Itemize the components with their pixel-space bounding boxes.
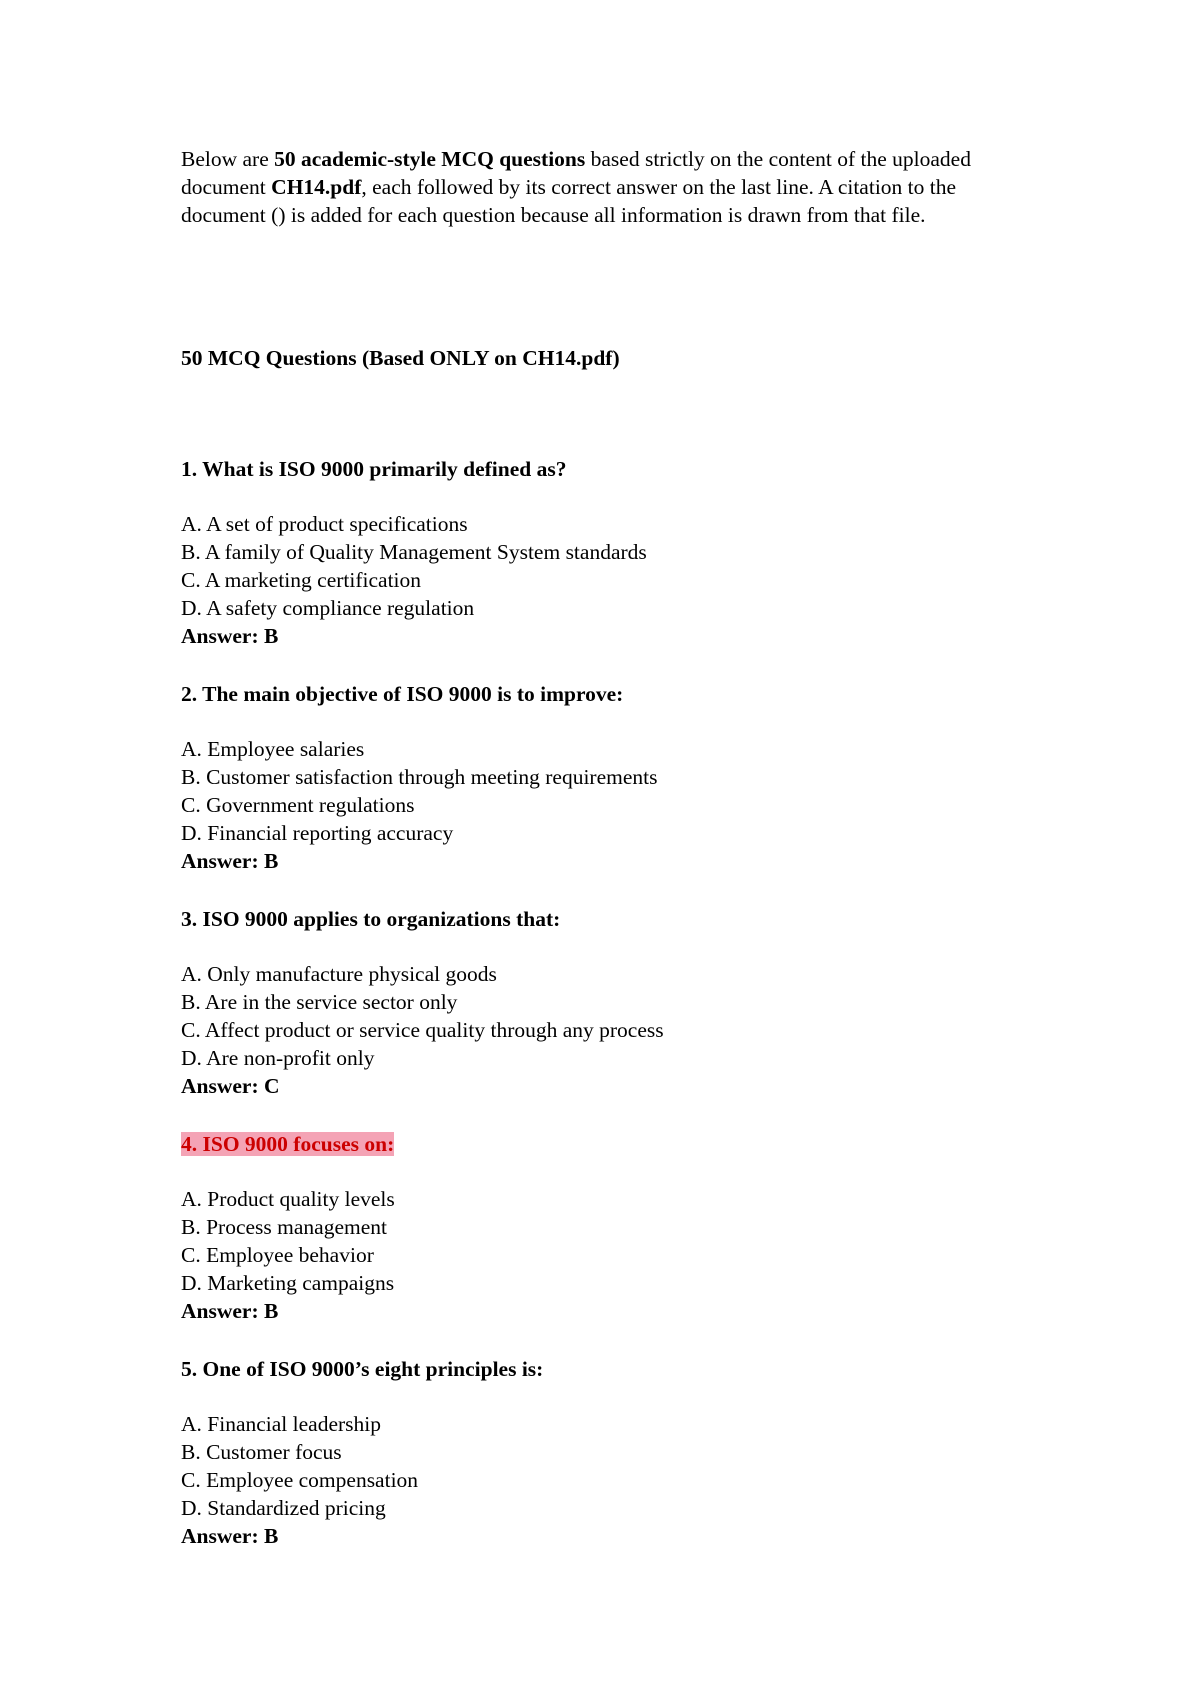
intro-text-3: , each followed by its correct answer on the last line. A citation to the document () is added for each question because all information is drawn from that file. (181, 175, 957, 227)
question-title-text: 2. The main objective of ISO 9000 is to improve: (181, 682, 624, 706)
intro-text-1: Below are (181, 147, 275, 171)
option-b: B. A family of Quality Management System standards (181, 540, 647, 564)
option-c: C. Affect product or service quality through any process (181, 1018, 664, 1042)
answer-line: Answer: B (181, 1524, 279, 1548)
option-c: C. Government regulations (181, 793, 415, 817)
intro-text-2: based strictly on the content of the uploaded document (181, 147, 971, 199)
question-title (181, 455, 1041, 483)
question-title (181, 1355, 1041, 1383)
option-d: D. Marketing campaigns (181, 1271, 395, 1295)
question-title-text: 5. One of ISO 9000’s eight principles is: (181, 1357, 544, 1381)
question-item (181, 680, 1041, 905)
intro-bold-filename: CH14.pdf (271, 175, 362, 199)
option-c: C. Employee behavior (181, 1243, 374, 1267)
option-c: C. Employee compensation (181, 1468, 419, 1492)
option-a: A. Product quality levels (181, 1187, 395, 1211)
question-title (181, 1130, 1041, 1158)
option-b: B. Customer focus (181, 1440, 342, 1464)
option-b: B. Customer satisfaction through meeting requirements (181, 765, 658, 789)
option-b: B. Are in the service sector only (181, 990, 458, 1014)
section-heading: 50 MCQ Questions (Based ONLY on CH14.pdf) (181, 346, 620, 370)
option-a: A. Employee salaries (181, 737, 365, 761)
answer-line: Answer: B (181, 849, 279, 873)
option-a: A. Financial leadership (181, 1412, 382, 1436)
option-d: D. Financial reporting accuracy (181, 821, 454, 845)
question-item-highlighted (181, 1130, 1041, 1355)
question-item (181, 455, 1041, 680)
answer-line: Answer: B (181, 624, 279, 648)
option-list (181, 960, 1041, 1100)
highlighted-question-title-text: 4. ISO 9000 focuses on: (181, 1132, 395, 1156)
question-title-text: 3. ISO 9000 applies to organizations that: (181, 907, 561, 931)
option-d: D. Standardized pricing (181, 1496, 386, 1520)
option-list (181, 1410, 1041, 1550)
option-list (181, 510, 1041, 650)
question-list (181, 455, 1041, 1580)
option-c: C. A marketing certification (181, 568, 422, 592)
question-item (181, 905, 1041, 1130)
question-item (181, 1355, 1041, 1580)
question-title (181, 680, 1041, 708)
question-title (181, 905, 1041, 933)
intro-paragraph (181, 145, 1041, 229)
option-list (181, 1185, 1041, 1325)
answer-line: Answer: C (181, 1074, 280, 1098)
option-d: D. A safety compliance regulation (181, 596, 475, 620)
answer-line: Answer: B (181, 1299, 279, 1323)
document-page (181, 145, 1041, 1548)
option-d: D. Are non-profit only (181, 1046, 375, 1070)
option-list (181, 735, 1041, 875)
option-a: A. Only manufacture physical goods (181, 962, 497, 986)
intro-bold-count: 50 academic-style MCQ questions (274, 147, 586, 171)
question-title-text: 1. What is ISO 9000 primarily defined as? (181, 457, 567, 481)
option-b: B. Process management (181, 1215, 387, 1239)
option-a: A. A set of product specifications (181, 512, 468, 536)
